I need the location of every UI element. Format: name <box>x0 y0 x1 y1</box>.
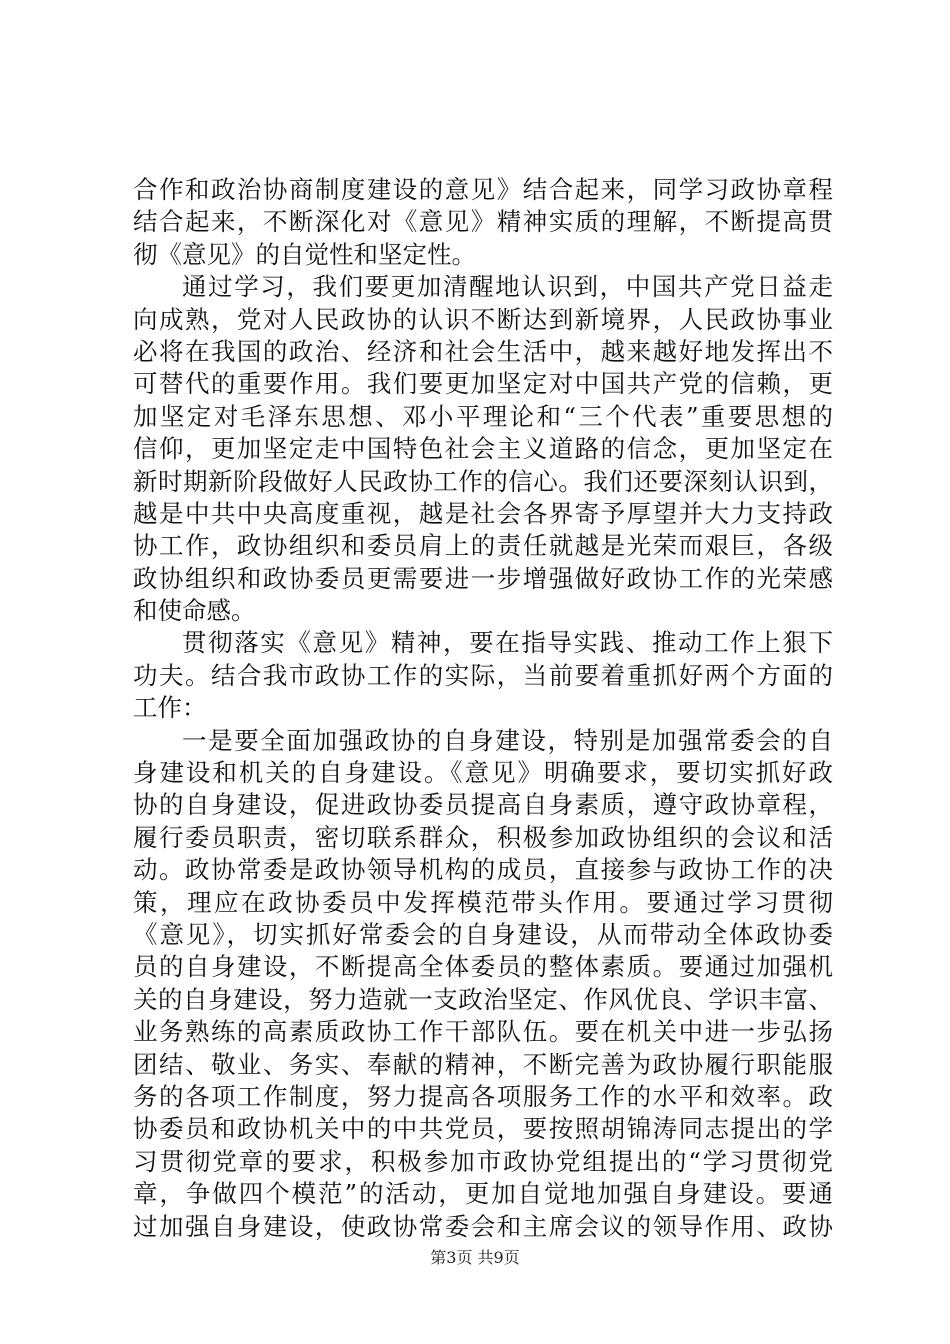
text-line: 履行委员职责，密切联系群众，积极参加政协组织的会议和活 <box>133 822 833 852</box>
text-line: 业务熟练的高素质政协工作干部队伍。要在机关中进一步弘扬 <box>133 1017 833 1047</box>
text-line: 章，争做四个模范”的活动，更加自觉地加强自身建设。要通 <box>133 1179 833 1209</box>
text-line: 团结、敬业、务实、奉献的精神，不断完善为政协履行职能服 <box>133 1049 833 1079</box>
text-line: 员的自身建设，不断提高全体委员的整体素质。要通过加强机 <box>133 952 833 982</box>
text-line: 一是要全面加强政协的自身建设，特别是加强常委会的自 <box>182 725 833 755</box>
text-line: 动。政协常委是政协领导机构的成员，直接参与政协工作的决 <box>133 855 833 885</box>
text-line: 新时期新阶段做好人民政协工作的信心。我们还要深刻认识到， <box>133 466 833 496</box>
text-line: 《意见》，切实抓好常委会的自身建设，从而带动全体政协委 <box>133 919 833 949</box>
text-line: 协工作，政协组织和委员肩上的责任就越是光荣而艰巨，各级 <box>133 531 833 561</box>
text-line: 向成熟，党对人民政协的认识不断达到新境界，人民政协事业 <box>133 304 833 334</box>
text-line: 彻《意见》的自觉性和坚定性。 <box>133 239 476 269</box>
text-line: 必将在我国的政治、经济和社会生活中，越来越好地发挥出不 <box>133 336 833 366</box>
text-line: 关的自身建设，努力造就一支政治坚定、作风优良、学识丰富、 <box>133 984 833 1014</box>
text-line: 贯彻落实《意见》精神，要在指导实践、推动工作上狠下 <box>182 628 833 658</box>
text-line: 习贯彻党章的要求，积极参加市政协党组提出的“学习贯彻党 <box>133 1146 833 1176</box>
text-line: 协委员和政协机关中的中共党员，要按照胡锦涛同志提出的学 <box>133 1114 833 1144</box>
text-line: 合作和政治协商制度建设的意见》结合起来，同学习政协章程 <box>133 175 833 204</box>
text-line: 协的自身建设，促进政协委员提高自身素质，遵守政协章程， <box>133 790 833 820</box>
text-line: 身建设和机关的自身建设。《意见》明确要求，要切实抓好政 <box>133 758 833 788</box>
text-line: 越是中共中央高度重视，越是社会各界寄予厚望并大力支持政 <box>133 498 833 528</box>
text-line: 过加强自身建设，使政协常委会和主席会议的领导作用、政协 <box>133 1211 833 1241</box>
text-line: 信仰，更加坚定走中国特色社会主义道路的信念，更加坚定在 <box>133 434 833 464</box>
text-line: 加坚定对毛泽东思想、邓小平理论和“三个代表”重要思想的 <box>133 401 833 431</box>
text-line: 可替代的重要作用。我们要更加坚定对中国共产党的信赖，更 <box>133 369 833 399</box>
text-line: 通过学习，我们要更加清醒地认识到，中国共产党日益走 <box>182 272 833 302</box>
text-line: 策，理应在政协委员中发挥模范带头作用。要通过学习贯彻 <box>133 887 833 917</box>
page-footer: 第3页 共9页 <box>430 1248 520 1267</box>
text-line: 工作： <box>133 693 207 723</box>
text-line: 政协组织和政协委员更需要进一步增强做好政协工作的光荣感 <box>133 563 833 593</box>
text-line: 功夫。结合我市政协工作的实际，当前要着重抓好两个方面的 <box>133 660 833 690</box>
text-line: 务的各项工作制度，努力提高各项服务工作的水平和效率。政 <box>133 1081 833 1111</box>
body-text <box>133 174 833 1243</box>
text-line: 结合起来，不断深化对《意见》精神实质的理解，不断提高贯 <box>133 207 833 237</box>
text-line: 和使命感。 <box>133 596 256 626</box>
